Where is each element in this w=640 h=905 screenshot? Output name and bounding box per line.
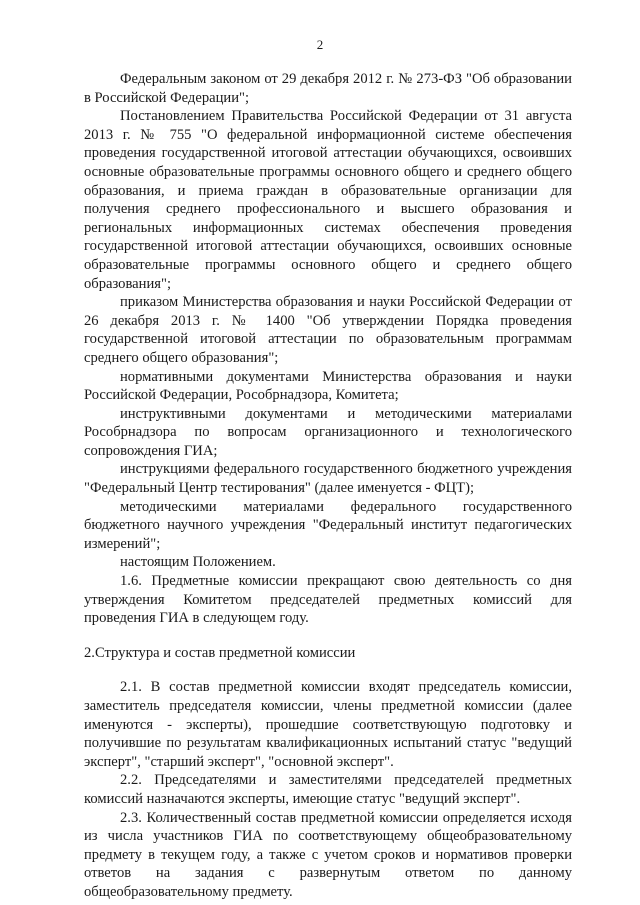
paragraph-this-regulation: настоящим Положением. <box>120 554 276 571</box>
paragraph-order-1400: приказом Министерства образования и науки Российской Федерации от 26 декабря 2013 г. № 1400 "Об утверждении Порядка проведения государственной итоговой аттестации по образовательным программам среднего общего образования"; <box>84 294 572 366</box>
paragraph-2-1: 2.1. В состав предметной комиссии входят председатель комиссии, заместитель председателя комиссии, члены предметной комиссии (далее именуются - эксперты), прошедшие соответствующую подготовку и получившие по результатам квалификационных испытаний статус "ведущий эксперт", "старший эксперт", "основной эксперт". <box>84 679 572 770</box>
paragraph-2-3: 2.3. Количественный состав предметной комиссии определяется исходя из числа участников ГИА по соответствующему общеобразовательному предмету в текущем году, а также с учетом сроков и нормативов проверки ответов на задания с развернутым ответом по данному общеобразовательному предмету. <box>84 809 572 900</box>
section-heading: 2.Структура и состав предметной комиссии <box>84 644 356 661</box>
paragraph-fipi-materials: методическими материалами федерального государственного бюджетного научного учреждения "Федеральный институт педагогических измерений"; <box>84 498 572 552</box>
paragraph-resolution-755: Постановлением Правительства Российской Федерации от 31 августа 2013 г. № 755 "О федеральной информационной системе обеспечения проведения государственной итоговой аттестации обучающихся, освоивших основные образовательные программы основного общего и среднего общего образования, и приема граждан в образовательные организации для получения среднего профессионального и высшего образования и региональных информационных системах обеспечения проведения государственной итоговой аттестации обучающихся, освоивших основные образовательные программы основного общего и среднего общего образования"; <box>84 108 572 292</box>
paragraph-instructive-documents: инструктивными документами и методическими материалами Рособрнадзора по вопросам организационного и технологического сопровождения ГИА; <box>84 405 572 459</box>
paragraph-law-273: Федеральным законом от 29 декабря 2012 г. № 273-ФЗ "Об образовании в Российской Федерации"; <box>84 71 572 106</box>
paragraph-normative-documents: нормативными документами Министерства образования и науки Российской Федерации, Рособрнадзора, Комитета; <box>84 368 572 404</box>
paragraph-2-2: 2.2. Председателями и заместителями председателей предметных комиссий назначаются эксперты, имеющие статус "ведущий эксперт". <box>84 772 572 807</box>
document-body <box>84 70 572 902</box>
page-number: 2 <box>316 37 324 52</box>
paragraph-fct-instructions: инструкциями федерального государственного бюджетного учреждения "Федеральный Центр тестирования" (далее именуется - ФЦТ); <box>84 461 572 497</box>
paragraph-1-6: 1.6. Предметные комиссии прекращают свою деятельность со дня утверждения Комитетом председателей предметных комиссий для проведения ГИА в следующем году. <box>84 573 572 627</box>
